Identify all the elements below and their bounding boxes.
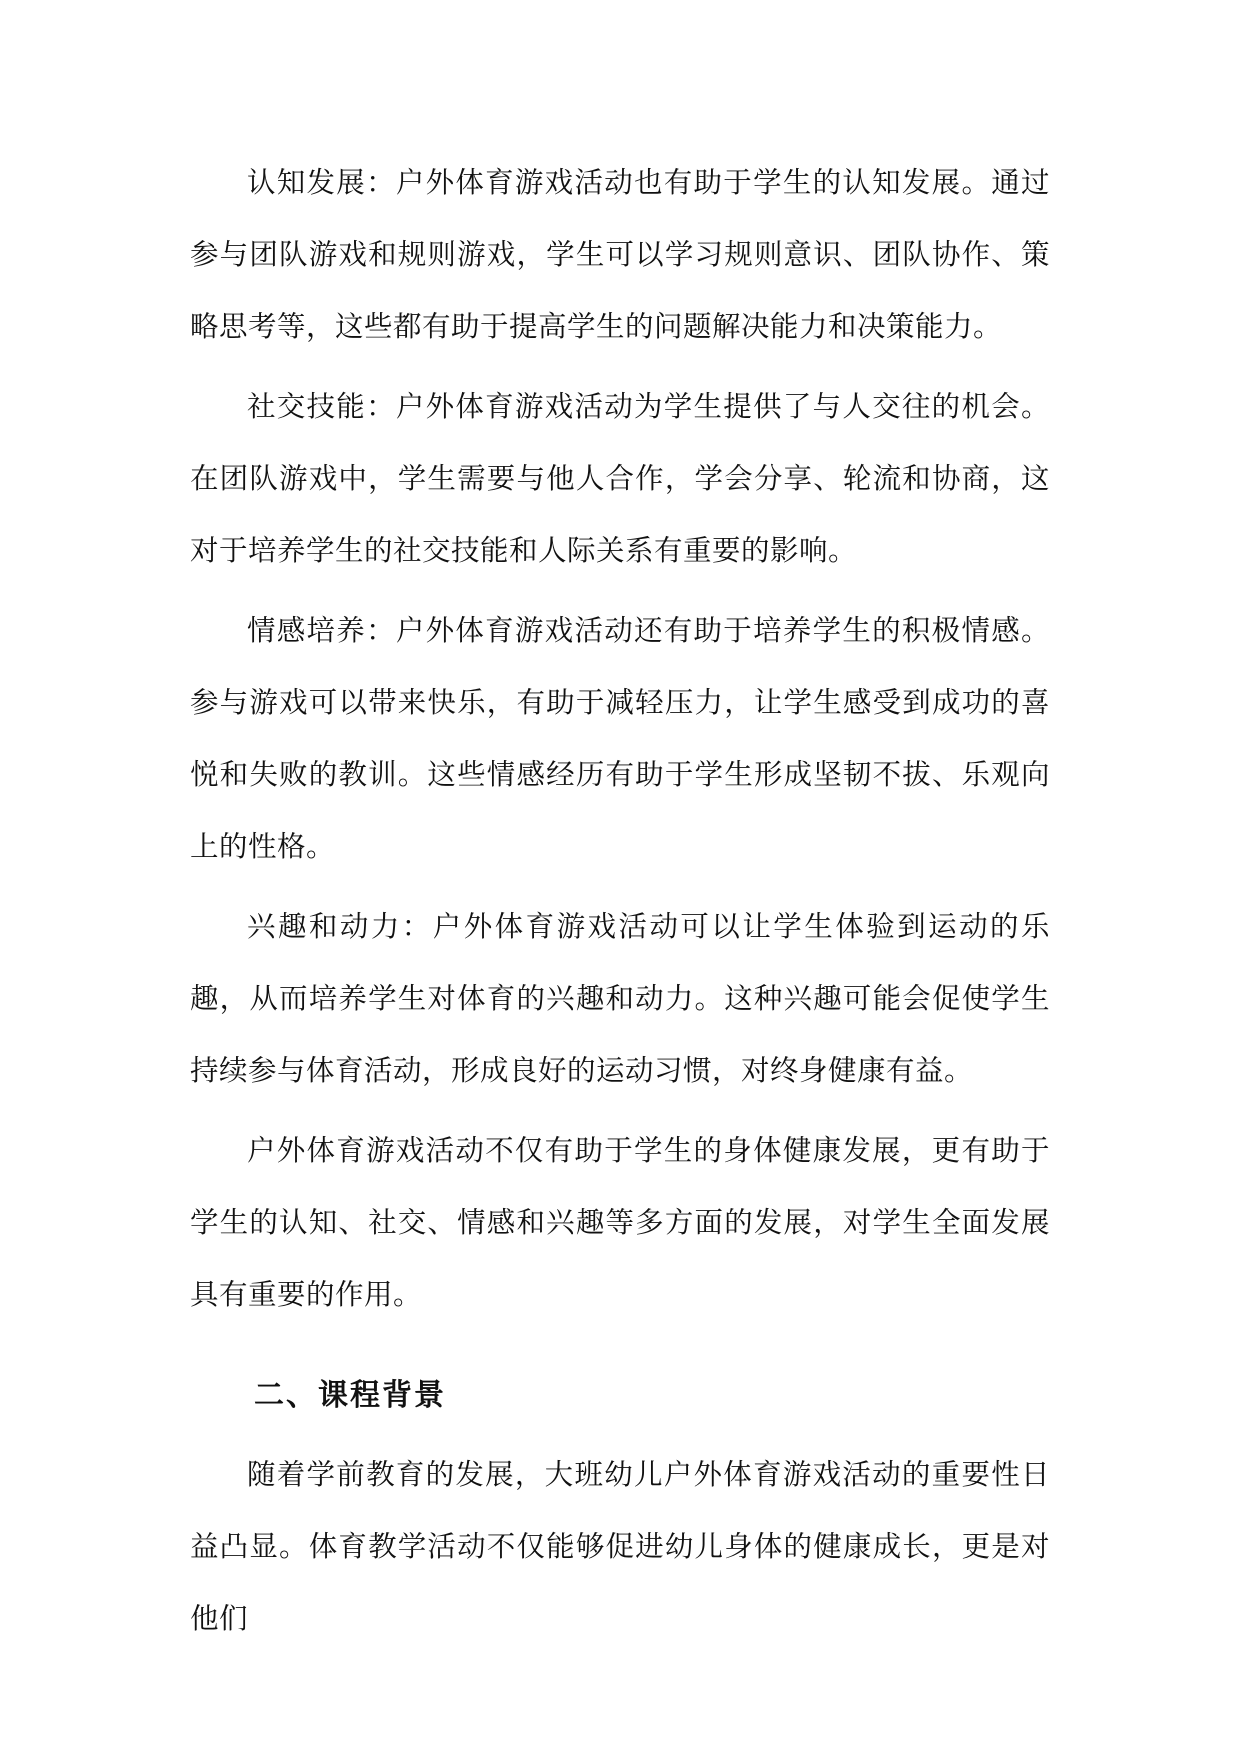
section-heading-course-background: 二、课程背景 [254, 1379, 446, 1412]
paragraph-course-background: 随着学前教育的发展，大班幼儿户外体育游戏活动的重要性日益凸显。体育教学活动不仅能够促进幼儿身体的健康成长，更是对他们 [190, 1460, 1050, 1635]
paragraph-emotional-development: 情感培养：户外体育游戏活动还有助于培养学生的积极情感。参与游戏可以带来快乐，有助于减轻压力，让学生感受到成功的喜悦和失败的教训。这些情感经历有助于学生形成坚韧不拔、乐观向上的性格。 [190, 616, 1050, 863]
paragraph-interest-motivation: 兴趣和动力：户外体育游戏活动可以让学生体验到运动的乐趣，从而培养学生对体育的兴趣和动力。这种兴趣可能会促使学生持续参与体育活动，形成良好的运动习惯，对终身健康有益。 [190, 912, 1050, 1087]
paragraph-social-skills: 社交技能：户外体育游戏活动为学生提供了与人交往的机会。在团队游戏中，学生需要与他人合作，学会分享、轮流和协商，这对于培养学生的社交技能和人际关系有重要的影响。 [190, 392, 1050, 567]
document-body [190, 148, 1050, 1664]
paragraph-summary: 户外体育游戏活动不仅有助于学生的身体健康发展，更有助于学生的认知、社交、情感和兴趣等多方面的发展，对学生全面发展具有重要的作用。 [190, 1136, 1050, 1311]
paragraph-cognitive-development: 认知发展：户外体育游戏活动也有助于学生的认知发展。通过参与团队游戏和规则游戏，学生可以学习规则意识、团队协作、策略思考等，这些都有助于提高学生的问题解决能力和决策能力。 [190, 168, 1050, 343]
